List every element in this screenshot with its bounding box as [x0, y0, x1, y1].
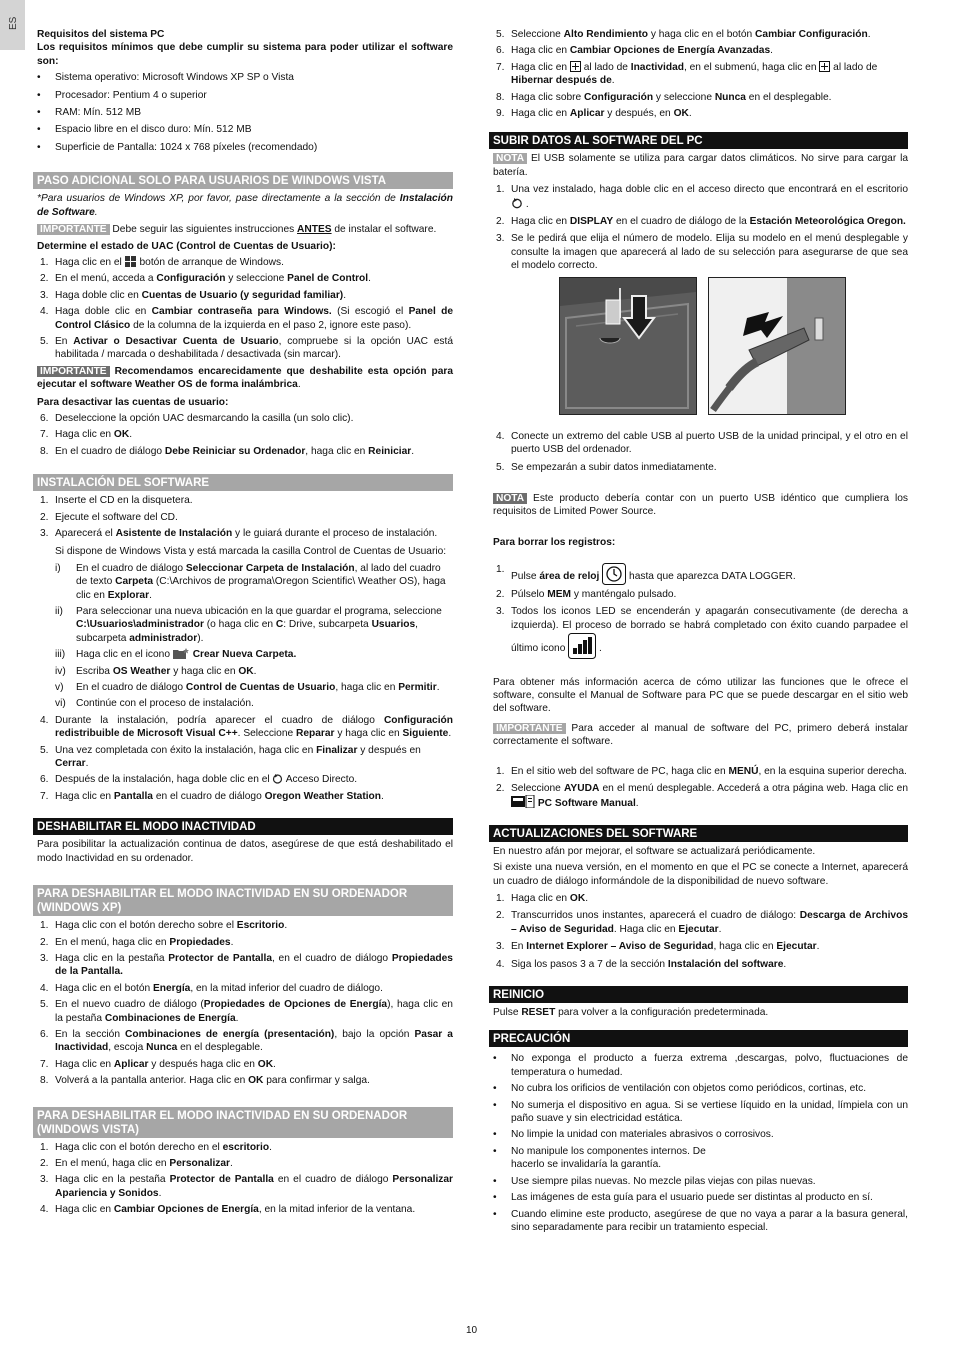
list-item: • Superficie de Pantalla: 1024 x 768 píxeles (recomendado)	[37, 141, 318, 153]
usb-unit-drawing	[560, 278, 696, 414]
list-item: i) En el cuadro de diálogo Seleccionar Carpeta de Instalación, al lado del cuadro de texto Carpeta (C:\Archivos de programa\Oregon Scientific\ Weather OS), haga clic en Explorar.	[55, 562, 446, 601]
list-item: 6. Después de la instalación, haga doble clic en el Acceso Directo.	[40, 774, 358, 786]
requirements-title: Requisitos del sistema PC	[37, 29, 165, 40]
list-item: vi) Continúe con el proceso de instalación.	[55, 698, 254, 710]
list-item: • Sistema operativo: Microsoft Windows XP SP o Vista	[37, 72, 294, 84]
list-item: 4. Haga clic en el botón Energía, en la mitad inferior del cuadro de diálogo.	[40, 982, 383, 994]
list-item: 6. Haga clic en Cambiar Opciones de Energía Avanzadas.	[496, 45, 773, 57]
upload-steps-cont	[493, 430, 908, 474]
list-item: 3. En Internet Explorer – Aviso de Seguridad, haga clic en Ejecutar.	[496, 941, 820, 953]
list-item: 4. Haga doble clic en Cambiar contraseña para Windows. (Si escogió el Panel de Control Clásico de la columna de la izquierda en el paso 2, ignore este paso).	[40, 306, 453, 331]
list-item: 3. Haga clic en la pestaña Protector de Pantalla, en el cuadro de diálogo Propiedades de la Pantalla.	[40, 952, 453, 978]
page-number: 10	[466, 1325, 478, 1336]
list-item: 7. Haga clic en Pantalla en el cuadro de diálogo Oregon Weather Station.	[40, 790, 384, 802]
updates-text: Si existe una nueva versión, en el momento en que el PC se conecte a Internet, aparecerá un cuadro de diálogo informándole de la disponibilidad de nuevo software.	[493, 862, 908, 887]
reset-text: Pulse RESET para volver a la configuración predeterminada.	[493, 1007, 769, 1019]
section-header-xp: PARA DESHABILITAR EL MODO INACTIVIDAD EN SU ORDENADOR (WINDOWS XP)	[33, 885, 453, 916]
list-item: 2. En el menú, haga clic en Propiedades.	[40, 936, 234, 948]
led-bars-icon	[568, 633, 596, 659]
disable-title: Para desactivar las cuentas de usuario:	[37, 396, 229, 408]
nota-2: NOTA Este producto debería contar con un puerto USB idéntico que cumpliera los requisitos de Limited Power Source.	[493, 492, 908, 518]
sleep-text: Para posibilitar la actualización continua de datos, asegúrese de que está deshabilitado el modo Inactividad en su ordenador.	[37, 839, 453, 864]
section-header-upload: SUBIR DATOS AL SOFTWARE DEL PC	[489, 132, 908, 149]
list-item: • No cubra los orificios de ventilación con objetos como periódicos, cortinas, etc.	[493, 1083, 867, 1095]
plus-box-icon	[570, 61, 581, 72]
list-item: 1. En el sitio web del software de PC, haga clic en MENÚ, en la esquina superior derecha.	[496, 765, 907, 777]
list-item: • No exponga el producto a fuerza extrema ,descargas, polvo, fluctuaciones de temperatura o humedad.	[493, 1053, 908, 1078]
list-item: 5. Seleccione Alto Rendimiento y haga clic en el botón Cambiar Configuración.	[496, 29, 871, 40]
list-item: • Use siempre pilas nuevas. No mezcle pilas viejas con pilas nuevas.	[493, 1175, 816, 1187]
list-item: 9. Haga clic en Aplicar y después, en OK.	[496, 108, 692, 120]
list-item: iv) Escriba OS Weather y haga clic en OK.	[55, 665, 257, 677]
list-item: 3. Aparecerá el Asistente de Instalación y le guiará durante el proceso de instalación.	[40, 527, 438, 539]
important-note-2: IMPORTANTE Recomendamos encarecidamente que deshabilite esta opción para ejecutar el software Weather OS de forma inalámbrica.	[37, 365, 453, 391]
list-item: 5. En el nuevo cuadro de diálogo (Propiedades de Opciones de Energía), haga clic en la pestaña Combinaciones de Energía.	[40, 999, 453, 1024]
install-steps-cont	[37, 714, 453, 803]
list-item: 4. Haga clic en Cambiar Opciones de Energía, en la mitad inferior de la ventana.	[40, 1204, 416, 1216]
language-label: ES	[8, 16, 19, 30]
list-item: 8. En el cuadro de diálogo Debe Reiniciar su Ordenador, haga clic en Reiniciar.	[40, 445, 415, 457]
list-item: 6. En la sección Combinaciones de energía (presentación), bajo la opción Pasar a Inactividad, escoja Nunca en el desplegable.	[40, 1028, 453, 1054]
plus-box-icon	[819, 61, 830, 72]
list-item: 4. Conecte un extremo del cable USB al puerto USB de la unidad principal, y el otro en el puerto USB del ordenador.	[496, 430, 908, 456]
clear-title: Para borrar los registros:	[493, 536, 616, 548]
weather-os-shortcut-icon	[511, 197, 523, 209]
uac-title: Determine el estado de UAC (Control de Cuentas de Usuario):	[37, 241, 336, 253]
install-substeps	[37, 562, 453, 711]
section-header-updates: ACTUALIZACIONES DEL SOFTWARE	[489, 825, 908, 842]
update-steps	[493, 892, 908, 971]
list-item: 7. Haga clic en Aplicar y después haga clic en OK.	[40, 1058, 276, 1070]
right-column	[493, 28, 908, 1237]
list-item: 5. En Activar o Desactivar Cuenta de Usuario, compruebe si la opción UAC está habilitada / marcada o deshabilitada / desactivada (sin marcar).	[40, 335, 453, 361]
list-item: 3. Todos los iconos LED se encenderán y apagarán consecutivamente (de derecha a izquierda). El proceso de borrado se habrá completado con éxito cuando parpadee el último icono .	[493, 605, 908, 659]
section-header-reset: REINICIO	[489, 986, 908, 1003]
section-header-sleep: DESHABILITAR EL MODO INACTIVIDAD	[33, 818, 453, 835]
important-note-1: IMPORTANTE Debe seguir las siguientes instrucciones ANTES de instalar el software.	[37, 223, 453, 236]
list-item: • Cuando elimine este producto, asegúrese de que no vaya a parar a la basura general, sino separadamente para recibir un tratamiento especial.	[493, 1208, 908, 1233]
section-header-caution: PRECAUCIÓN	[489, 1030, 908, 1047]
nota-tag: NOTA	[493, 153, 527, 164]
list-item: iii) Haga clic en el icono Crear Nueva Carpeta.	[55, 649, 297, 661]
list-item: 2. En el menú, acceda a Configuración y seleccione Panel de Control.	[40, 273, 371, 285]
vista-sleep-steps	[37, 1141, 453, 1217]
install-vista-note: Si dispone de Windows Vista y está marcada la casilla Control de Cuentas de Usuario:	[55, 546, 447, 558]
list-item: 3. Haga clic en la pestaña Protector de Pantalla en el cuadro de diálogo Personalizar Apariencia y Sonidos.	[40, 1174, 453, 1199]
list-item: 2. Seleccione AYUDA en el menú desplegable. Accederá a otra página web. Haga clic en PC Software Manual.	[496, 782, 909, 810]
list-item: 8. Volverá a la pantalla anterior. Haga clic en OK para confirmar y salga.	[40, 1075, 370, 1087]
manual-icon	[511, 795, 535, 808]
language-tab	[0, 0, 25, 50]
list-item: 8. Haga clic sobre Configuración y seleccione Nunca en el desplegable.	[496, 91, 832, 103]
requirements-intro: Los requisitos mínimos que debe cumplir su sistema para poder utilizar el software son:	[37, 42, 453, 67]
list-item: 1. Haga clic en OK.	[496, 893, 589, 904]
important-note-3: IMPORTANTE Para acceder al manual de software del PC, primero deberá instalar correctamente el software.	[493, 722, 908, 748]
caution-list	[493, 1052, 908, 1234]
list-item: 7. Haga clic en OK.	[40, 429, 133, 441]
manual-steps	[493, 765, 908, 811]
disable-steps	[37, 412, 453, 458]
requirements-list	[37, 71, 453, 154]
install-steps	[37, 494, 453, 540]
list-item: • Procesador: Pentium 4 o superior	[37, 89, 207, 101]
more-info: Para obtener más información acerca de cómo utilizar las funciones que le ofrece el software, consulte el Manual de Software para PC que se puede descargar en el sitio web del software.	[493, 676, 908, 715]
nota-tag: NOTA	[493, 493, 527, 504]
usb-cable-illustration	[708, 277, 846, 415]
list-item: • Las imágenes de esta guía para el usuario puede ser distintas al producto en sí.	[493, 1192, 873, 1204]
list-item: 5. Se empezarán a subir datos inmediatamente.	[496, 461, 717, 473]
list-item: 2. En el menú, haga clic en Personalizar.	[40, 1157, 233, 1169]
important-tag: IMPORTANTE	[37, 224, 110, 235]
list-item: 3. Haga doble clic en Cuentas de Usuario (y seguridad familiar).	[40, 289, 347, 301]
list-item: 2. Haga clic en DISPLAY en el cuadro de diálogo de la Estación Meteorológica Oregon.	[496, 216, 906, 228]
usb-cable-drawing	[709, 278, 845, 414]
upload-steps	[493, 183, 908, 272]
list-item: v) En el cuadro de diálogo Control de Cuentas de Usuario, haga clic en Permitir.	[55, 682, 440, 694]
weather-os-shortcut-icon	[272, 773, 283, 784]
left-column	[37, 28, 453, 1220]
new-folder-icon	[173, 648, 190, 659]
list-item: 1. Haga clic con el botón derecho en el escritorio.	[40, 1141, 272, 1153]
clock-icon	[602, 563, 626, 585]
usb-illustrations	[493, 277, 908, 422]
list-item: 2. Transcurridos unos instantes, aparecerá el cuadro de diálogo: Descarga de Archivos – Aviso de Seguridad. Haga clic en Ejecutar.	[496, 910, 908, 935]
list-item: 2. Ejecute el software del CD.	[40, 511, 178, 523]
list-item: 1. Pulse área de reloj hasta que aparezca DATA LOGGER.	[493, 563, 908, 585]
list-item: 6. Deseleccione la opción UAC desmarcando la casilla (un solo clic).	[40, 412, 354, 424]
list-item: 4. Siga los pasos 3 a 7 de la sección Instalación del software.	[496, 958, 787, 970]
list-item: 5. Una vez completada con éxito la instalación, haga clic en Finalizar y después en Cerrar.	[40, 744, 421, 770]
section-header-install: INSTALACIÓN DEL SOFTWARE	[33, 474, 453, 491]
list-item: 1. Haga clic en el botón de arranque de Windows.	[40, 256, 284, 268]
list-item: 1. Una vez instalado, haga doble clic en el acceso directo que encontrará en el escritorio .	[496, 184, 908, 210]
windows-start-icon	[125, 256, 137, 267]
section-header-vista: PASO ADICIONAL SOLO PARA USUARIOS DE WINDOWS VISTA	[33, 172, 453, 189]
list-item: • Espacio libre en el disco duro: Mín. 512 MB	[37, 124, 252, 136]
clear-steps	[493, 563, 908, 658]
important-tag: IMPORTANTE	[493, 723, 566, 734]
list-item: • No limpie la unidad con materiales abrasivos o corrosivos.	[493, 1129, 774, 1141]
list-item: 1. Inserte el CD en la disquetera.	[40, 495, 193, 507]
list-item: 2. Púlselo MEM y manténgalo pulsado.	[496, 589, 677, 601]
list-item: 1. Haga clic con el botón derecho sobre el Escritorio.	[40, 920, 288, 932]
list-item: 7. Haga clic en al lado de Inactividad, en el submenú, haga clic en al lado de Hibernar después de.	[496, 61, 878, 87]
uac-steps	[37, 256, 453, 362]
section-header-vista-sleep: PARA DESHABILITAR EL MODO INACTIVIDAD EN SU ORDENADOR (WINDOWS VISTA)	[33, 1107, 453, 1138]
important-tag: IMPORTANTE	[37, 366, 110, 377]
usb-unit-illustration	[559, 277, 697, 415]
vista-sleep-steps-cont	[493, 28, 908, 120]
xp-steps	[37, 919, 453, 1087]
updates-intro: En nuestro afán por mejorar, el software se actualizará periódicamente.	[493, 845, 816, 857]
list-item: • No manipule los componentes internos. De hacerlo se invalidaría la garantía.	[493, 1145, 706, 1171]
list-item: 3. Se le pedirá que elija el número de modelo. Elija su modelo en el menú desplegable y consulte la imagen que aparecerá al lado de su selección para asegurarse de que sea el modelo correcto.	[496, 233, 908, 272]
vista-note: *Para usuarios de Windows XP, por favor, pase directamente a la sección de Instalación de Software.	[37, 193, 453, 218]
list-item: • No sumerja el dispositivo en agua. Si se vertiese líquido en la unidad, límpiela con un paño suave y sin electricidad estática.	[493, 1099, 908, 1125]
nota-1: NOTA El USB solamente se utiliza para cargar datos climáticos. No sirve para cargar la batería.	[493, 153, 908, 178]
list-item: 4. Durante la instalación, podría aparecer el cuadro de diálogo Configuración redistribuible de Microsoft Visual C++. Seleccione Reparar y haga clic en Siguiente.	[40, 714, 453, 740]
list-item: • RAM: Mín. 512 MB	[37, 107, 142, 119]
list-item: ii) Para seleccionar una nueva ubicación en la que guardar el programa, seleccione C:\Usuarios\administrador (o haga clic en C: Drive, subcarpeta Usuarios, subcarpeta administrador).	[55, 606, 442, 644]
